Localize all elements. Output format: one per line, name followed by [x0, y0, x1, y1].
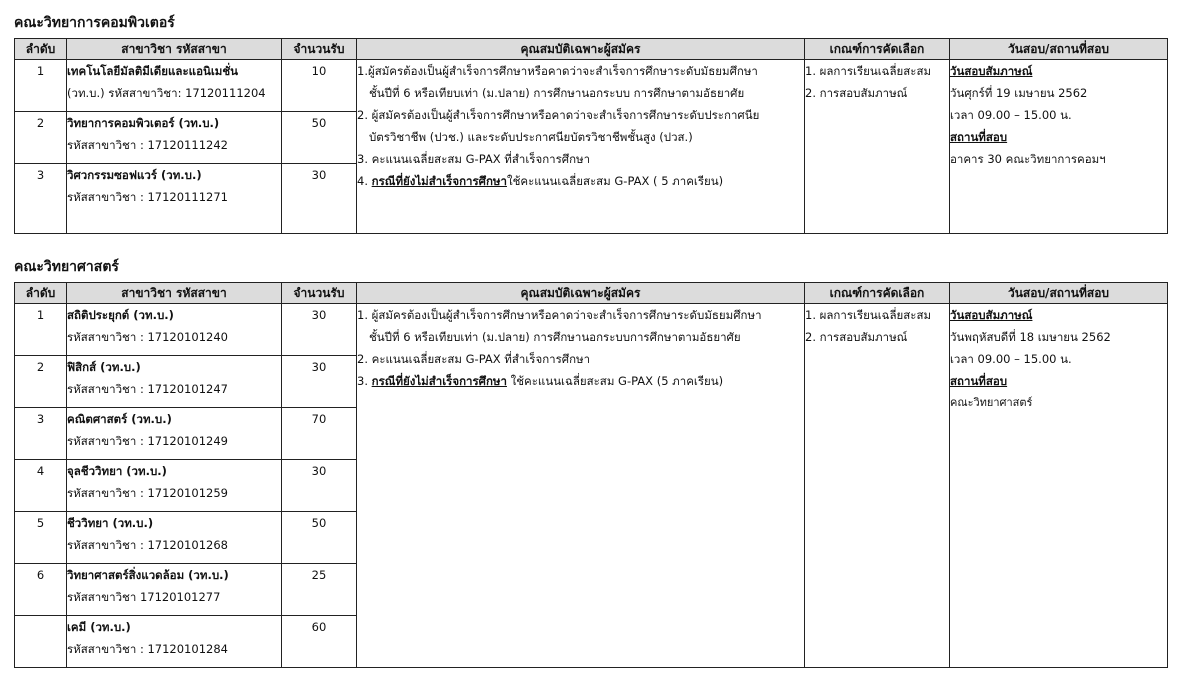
header-seats: จำนวนรับ [282, 39, 357, 60]
exam-time: เวลา 09.00 – 15.00 น. [950, 352, 1072, 366]
header-seats: จำนวนรับ [282, 283, 357, 304]
criteria-line: 1. ผลการเรียนเฉลี่ยสะสม [805, 64, 932, 78]
science-table [14, 282, 1168, 668]
table-header-row [15, 283, 1168, 304]
qualification-line-3: 3. กรณีที่ยังไม่สำเร็จการศึกษา ใช้คะแนนเฉลี่ยสะสม G-PAX (5 ภาคเรียน) [357, 374, 724, 388]
header-no: ลำดับ [15, 39, 67, 60]
program-code: รหัสสาขาวิชา 17120101277 [67, 590, 221, 604]
header-program: สาขาวิชา รหัสสาขา [67, 39, 282, 60]
header-qualifications: คุณสมบัติเฉพาะผู้สมัคร [357, 283, 805, 304]
program-cell [67, 460, 282, 512]
criteria-line: 2. การสอบสัมภาษณ์ [805, 330, 908, 344]
section-title-science: คณะวิทยาศาสตร์ [14, 259, 119, 275]
section-title-computer-science: คณะวิทยาการคอมพิวเตอร์ [14, 15, 175, 31]
program-name: ชีววิทยา (วท.บ.) [67, 516, 154, 530]
program-code: รหัสสาขาวิชา : 17120111242 [67, 138, 228, 152]
qualification-line: 2. คะแนนเฉลี่ยสะสม G-PAX ที่สำเร็จการศึกษา [357, 352, 591, 366]
qualifications-cell [357, 60, 805, 234]
table-row [15, 304, 1168, 356]
header-qualifications: คุณสมบัติเฉพาะผู้สมัคร [357, 39, 805, 60]
exam-place-heading: สถานที่สอบ [950, 374, 1008, 388]
exam-place-heading: สถานที่สอบ [950, 130, 1008, 144]
program-cell [67, 564, 282, 616]
header-criteria: เกณฑ์การคัดเลือก [805, 283, 950, 304]
program-name: เคมี (วท.บ.) [67, 620, 131, 634]
exam-place: อาคาร 30 คณะวิทยาการคอมฯ [950, 152, 1106, 166]
program-name: สถิติประยุกต์ (วท.บ.) [67, 308, 174, 322]
qualification-line: ชั้นปีที่ 6 หรือเทียบเท่า (ม.ปลาย) การศึกษานอกระบบการศึกษาตามอัธยาศัย [369, 330, 741, 344]
row-number: 6 [15, 564, 67, 616]
row-number: 2 [15, 112, 67, 164]
seats-cell: 10 [282, 60, 357, 112]
program-cell [67, 60, 282, 112]
program-cell [67, 356, 282, 408]
row-number: 3 [15, 408, 67, 460]
row-number: 5 [15, 512, 67, 564]
program-code: รหัสสาขาวิชา : 17120101247 [67, 382, 228, 396]
row-number: 2 [15, 356, 67, 408]
qualification-line: 1.ผู้สมัครต้องเป็นผู้สำเร็จการศึกษาหรือคาดว่าจะสำเร็จการศึกษาระดับมัธยมศึกษา [357, 64, 758, 78]
row-number: 3 [15, 164, 67, 234]
program-code: รหัสสาขาวิชา : 17120101268 [67, 538, 228, 552]
qualification-line: 3. คะแนนเฉลี่ยสะสม G-PAX ที่สำเร็จการศึกษา [357, 152, 591, 166]
row-number: 1 [15, 60, 67, 112]
program-name: วิทยาศาสตร์สิ่งแวดล้อม (วท.บ.) [67, 568, 229, 582]
seats-cell: 25 [282, 564, 357, 616]
program-code: รหัสสาขาวิชา : 17120101240 [67, 330, 228, 344]
program-name: คณิตศาสตร์ (วท.บ.) [67, 412, 172, 426]
qualification-line: ชั้นปีที่ 6 หรือเทียบเท่า (ม.ปลาย) การศึกษานอกระบบ การศึกษาตามอัธยาศัย [369, 86, 745, 100]
qualification-line-4: 4. กรณีที่ยังไม่สำเร็จการศึกษาใช้คะแนนเฉลี่ยสะสม G-PAX ( 5 ภาคเรียน) [357, 174, 724, 188]
computer-science-table [14, 38, 1168, 234]
criteria-cell [805, 60, 950, 234]
qualification-line: 1. ผู้สมัครต้องเป็นผู้สำเร็จการศึกษาหรือคาดว่าจะสำเร็จการศึกษาระดับมัธยมศึกษา [357, 308, 762, 322]
exam-date: วันศุกร์ที่ 19 เมษายน 2562 [950, 86, 1088, 100]
program-name: ฟิสิกส์ (วท.บ.) [67, 360, 141, 374]
criteria-line: 1. ผลการเรียนเฉลี่ยสะสม [805, 308, 932, 322]
seats-cell: 70 [282, 408, 357, 460]
program-cell [67, 112, 282, 164]
header-exam: วันสอบ/สถานที่สอบ [950, 283, 1168, 304]
program-name: จุลชีววิทยา (วท.บ.) [67, 464, 167, 478]
table-header-row [15, 39, 1168, 60]
header-exam: วันสอบ/สถานที่สอบ [950, 39, 1168, 60]
seats-cell: 60 [282, 616, 357, 668]
seats-cell: 50 [282, 112, 357, 164]
criteria-line: 2. การสอบสัมภาษณ์ [805, 86, 908, 100]
qualification-line: บัตรวิชาชีพ (ปวช.) และระดับประกาศนียบัตรวิชาชีพชั้นสูง (ปวส.) [369, 130, 693, 144]
program-code: รหัสสาขาวิชา : 17120101249 [67, 434, 228, 448]
header-criteria: เกณฑ์การคัดเลือก [805, 39, 950, 60]
program-code: รหัสสาขาวิชา : 17120101259 [67, 486, 228, 500]
exam-place: คณะวิทยาศาสตร์ [950, 396, 1033, 409]
seats-cell: 30 [282, 164, 357, 234]
program-cell [67, 512, 282, 564]
program-code: รหัสสาขาวิชา : 17120111271 [67, 190, 228, 204]
table-row [15, 60, 1168, 112]
program-cell [67, 408, 282, 460]
qualification-line: 2. ผู้สมัครต้องเป็นผู้สำเร็จการศึกษาหรือคาดว่าจะสำเร็จการศึกษาระดับประกาศนีย [357, 108, 760, 122]
program-name: เทคโนโลยีมัลติมีเดียและแอนิเมชั่น [67, 64, 239, 78]
program-name: วิทยาการคอมพิวเตอร์ (วท.บ.) [67, 116, 220, 130]
program-cell [67, 164, 282, 234]
row-number [15, 616, 67, 668]
exam-date: วันพฤหัสบดีที่ 18 เมษายน 2562 [950, 330, 1111, 344]
seats-cell: 30 [282, 460, 357, 512]
exam-cell [950, 60, 1168, 234]
header-program: สาขาวิชา รหัสสาขา [67, 283, 282, 304]
header-no: ลำดับ [15, 283, 67, 304]
seats-cell: 30 [282, 356, 357, 408]
program-name: วิศวกรรมซอฟแวร์ (วท.บ.) [67, 168, 202, 182]
exam-date-heading: วันสอบสัมภาษณ์ [950, 308, 1033, 322]
criteria-cell [805, 304, 950, 668]
row-number: 1 [15, 304, 67, 356]
program-code: (วท.บ.) รหัสสาขาวิชา: 17120111204 [67, 86, 266, 100]
seats-cell: 30 [282, 304, 357, 356]
exam-date-heading: วันสอบสัมภาษณ์ [950, 64, 1033, 78]
exam-cell [950, 304, 1168, 668]
exam-time: เวลา 09.00 – 15.00 น. [950, 108, 1072, 122]
program-code: รหัสสาขาวิชา : 17120101284 [67, 642, 228, 656]
program-cell [67, 616, 282, 668]
seats-cell: 50 [282, 512, 357, 564]
program-cell [67, 304, 282, 356]
row-number: 4 [15, 460, 67, 512]
qualifications-cell [357, 304, 805, 668]
